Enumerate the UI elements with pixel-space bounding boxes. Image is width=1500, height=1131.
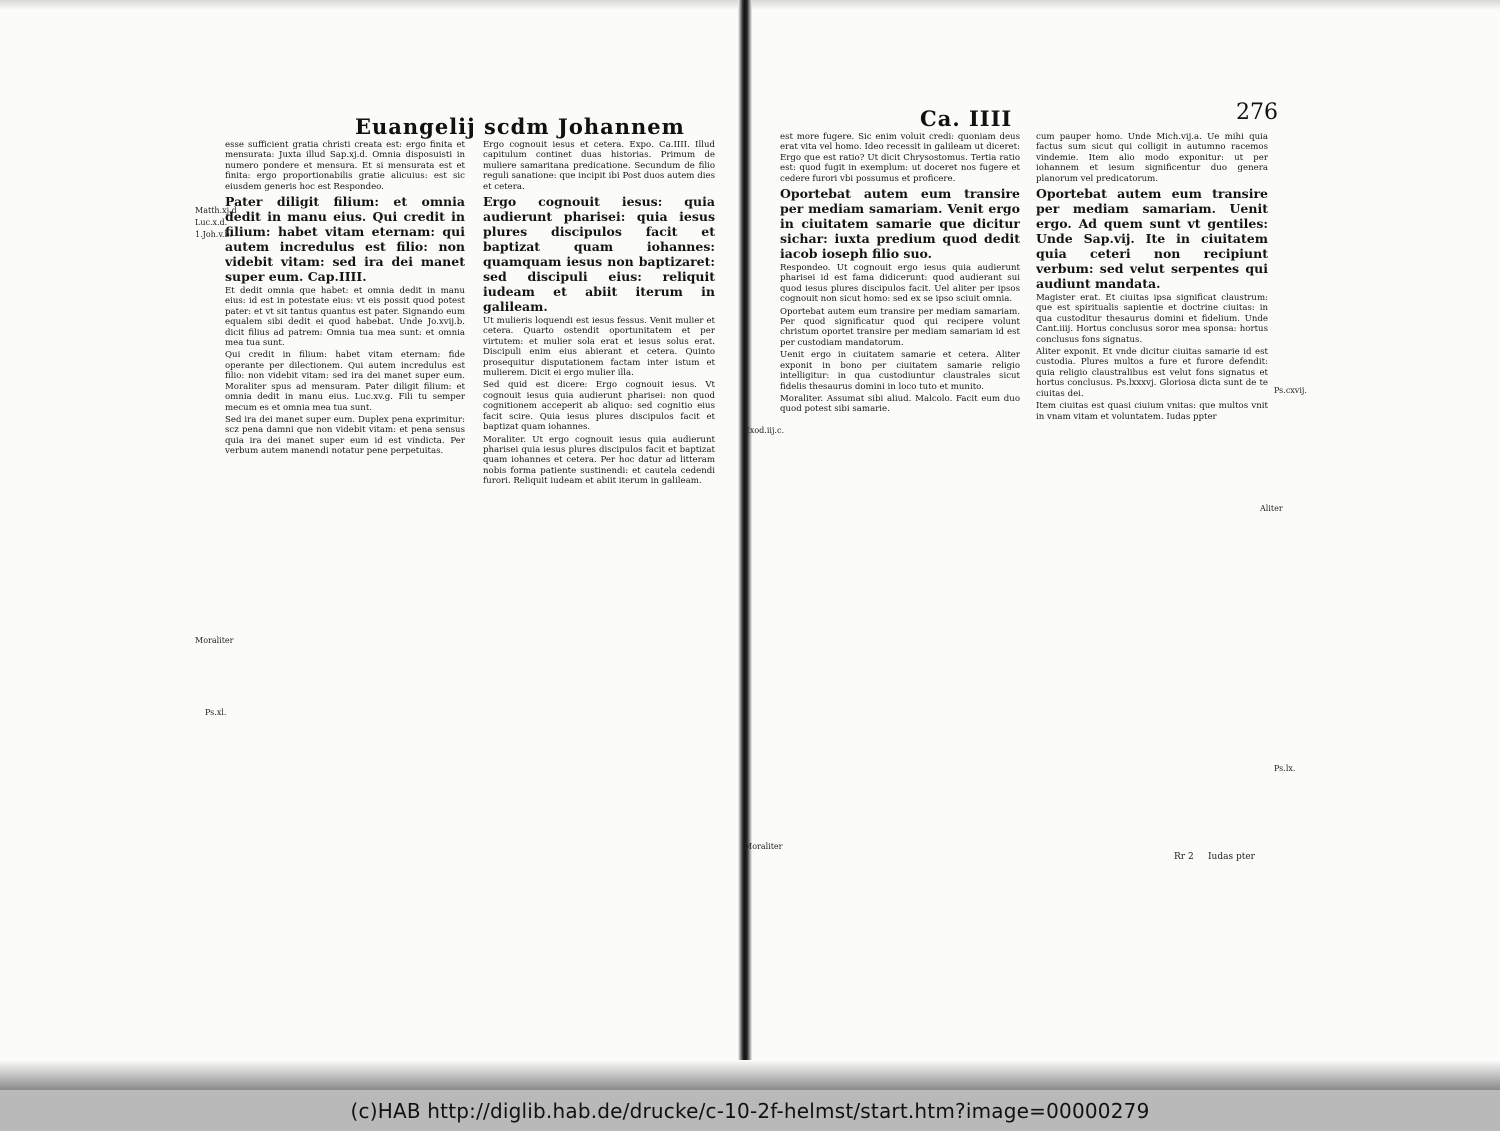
left-col2-para-4: Moraliter. Ut ergo cognouit iesus quia audierunt pharisei quia iesus plures discipulos facit et baptizat quam iohannes et cetera. Per hoc datur ad litteram nobis forma patiente sustinendi: et cautela cedendi furori. Reliquit iudeam et abiit iterum in galileam. [483, 434, 715, 487]
left-margin-note-5: Ps.xl. [205, 708, 227, 717]
right-running-head: Ca. IIII [920, 106, 1013, 131]
left-col1-para-4: Sed ira dei manet super eum. Duplex pena exprimitur: scz pena damni que non videbit vitam: et pena sensus quia ira dei manet super eum id est vindicta. Per verbum autem manendi notatur pene perpetuitas. [225, 414, 465, 457]
footer-credit-text: (c)HAB http://diglib.hab.de/drucke/c-10-2f-helmst/start.htm?image=00000279 [350, 1098, 1150, 1123]
signature-mark: Rr 2 [1174, 852, 1194, 862]
book-gutter [738, 0, 752, 1090]
right-column-2 [1036, 132, 1268, 850]
right-margin-note-4: Moraliter [744, 842, 783, 851]
left-margin-note-1: Matth.xj.d [195, 206, 237, 215]
right-margin-note-5: Exod.iij.c. [744, 426, 784, 435]
catchword: Iudas pter [1208, 852, 1255, 862]
folio-number: 276 [1236, 100, 1278, 125]
right-col1-para-4: Uenit ergo in ciuitatem samarie et cetera. Aliter exponit in bono per ciuitatem samarie religio intelligitur: in qua custodiuntur claustrales sicut fidelis thesaurus domini in loco tuto et munito. [780, 350, 1020, 392]
left-margin-note-4: Moraliter [195, 636, 234, 645]
left-col2-para-3: Sed quid est dicere: Ergo cognouit iesus. Vt cognouit iesus quia audierunt pharisei: non quod cognitionem acceperit ab aliquo: sed cognitio eius facit scire. Quia iesus plures discipulos facit et baptizat quam iohannes. [483, 380, 715, 433]
right-col2-para-4: Item ciuitas est quasi ciuium vnitas: que multos vnit in vnam vitam et voluntatem. Iudas ppter [1036, 401, 1268, 422]
right-col2-para-3: Aliter exponit. Et vnde dicitur ciuitas samarie id est custodia. Plures multos a fure et furore defendit: quia religio claustralibus est velut fons signatus et hortus conclusus. Ps.lxxxvj. Gloriosa dicta sunt de te ciuitas dei. [1036, 347, 1268, 399]
footer-credit-bar [0, 1090, 1500, 1131]
right-col2-para-2: Magister erat. Et ciuitas ipsa significat claustrum: que est spiritualis sapientie et doctrine ciuitas: in qua custoditur thesaurus domini et fidelium. Unde Cant.iiij. Hortus conclusus soror mea sponsa: hortus conclusus fons signatus. [1036, 293, 1268, 345]
left-running-head: Euangelij scdm Johannem [355, 114, 685, 139]
right-col1-para-1: est more fugere. Sic enim voluit credi: quoniam deus erat vita vel homo. Ideo recessit in galileam ut diceret: Ergo que est ratio? Ut dicit Chrysostomus. Tertia ratio est: quod fugit in exemplum: ut doceret nos fugere et cedere furori vbi possumus et proficere. [780, 132, 1020, 184]
left-col2-lemma: Ergo cognouit iesus: quia audierunt pharisei: quia iesus plures discipulos facit et baptizat quam iohannes: quamquam iesus non baptizaret: sed discipuli eius: reliquit iudeam et abiit iterum in galileam. [483, 194, 715, 315]
right-col1-para-2: Respondeo. Ut cognouit ergo iesus quia audierunt pharisei id est fama didicerunt: quod audierant sui quod iesus plures discipulos facit. Uel aliter per ipsos cognouit non sicut homo: sed ex se ipso sciuit omnia. [780, 263, 1020, 305]
left-col1-para-2: Et dedit omnia que habet: et omnia dedit in manu eius: id est in potestate eius: vt eis possit quod potest pater: et vt sit tantus quantus est pater. Signando eum equalem sibi dedit ei quod habebat. Unde Jo.xvij.b. dicit filius ad patrem: Omnia tua mea sunt: et omnia mea tua sunt. [225, 286, 465, 349]
right-margin-note-3: Aliter [1260, 504, 1283, 513]
left-col1-lemma: Pater diligit filium: et omnia dedit in manu eius. Qui credit in filium: habet vitam eternam: qui autem incredulus est filio: non videbit vitam: sed ira dei manet super eum. Cap.IIII. [225, 194, 465, 285]
right-col1-para-3: Oportebat autem eum transire per mediam samariam. Per quod significatur quod qui recipere volunt christum oportet transire per mediam samariam id est per custodiam mandatorum. [780, 306, 1020, 348]
left-col2-para-1: Ergo cognouit iesus et cetera. Expo. Ca.IIII. Illud capitulum continet duas historias. Primum de muliere samaritana predicatione. Secundum de filio reguli sanatione: que incipit ibi Post duos autem dies et cetera. [483, 140, 715, 192]
right-col1-para-5: Moraliter. Assumat sibi aliud. Malcolo. Facit eum duo quod potest sibi samarie. [780, 393, 1020, 415]
left-column-1 [225, 140, 465, 930]
left-margin-note-2: Luc.x.d. [195, 218, 228, 227]
left-col2-para-2: Ut mulieris loquendi est iesus fessus. Venit mulier et cetera. Quarto ostendit oportunitatem et per virtutem: et mulier sola erat et iesus solus erat. Discipuli enim eius abierant et cetera. Quinto prosequitur disputationem factam inter istum et mulierem. Dicit ei ergo mulier illa. [483, 316, 715, 379]
right-column-1 [780, 132, 1020, 850]
left-col1-para-3: Qui credit in filium: habet vitam eternam: fide operante per dilectionem. Qui autem incredulus est filio: non videbit vitam: sed ira dei manet super eum. Moraliter spus ad mensuram. Pater diligit filium: et omnia dedit in manu eius. Luc.xv.g. Fili tu semper mecum es et omnia mea tua sunt. [225, 350, 465, 413]
right-margin-note-2: Ps.lx. [1274, 764, 1296, 773]
left-margin-note-3: 1.Joh.v.b. [195, 230, 233, 239]
left-col1-para-1: esse sufficient gratia christi creata est: ergo finita et mensurata: Juxta illud Sap.xj.d. Omnia disposuisti in numero pondere et mensura. Et si mensurata est et finita: ergo proportionabilis gratie alicuius: est sic eiusdem generis hoc est Respondeo. [225, 140, 465, 192]
left-column-2 [483, 140, 715, 930]
right-margin-note-1: Ps.cxvij. [1274, 386, 1307, 395]
right-col2-lemma: Oportebat autem eum transire per mediam samariam. Uenit ergo. Ad quem sunt vt gentiles: Unde Sap.vij. Ite in ciuitatem quia ceteri non recipiunt verbum: sed velut serpentes qui audiunt mandata. [1036, 186, 1268, 292]
scan-bottom-edge [0, 1060, 1500, 1090]
right-col1-lemma: Oportebat autem eum transire per mediam samariam. Venit ergo in ciuitatem samarie que dicitur sichar: iuxta predium quod dedit iacob ioseph filio suo. [780, 186, 1020, 262]
right-col2-para-1: cum pauper homo. Unde Mich.vij.a. Ue mihi quia factus sum sicut qui colligit in autumno racemos vindemie. Item alio modo exponitur: ut per iohannem et iesum significentur duo genera planorum vel predicatorum. [1036, 132, 1268, 184]
